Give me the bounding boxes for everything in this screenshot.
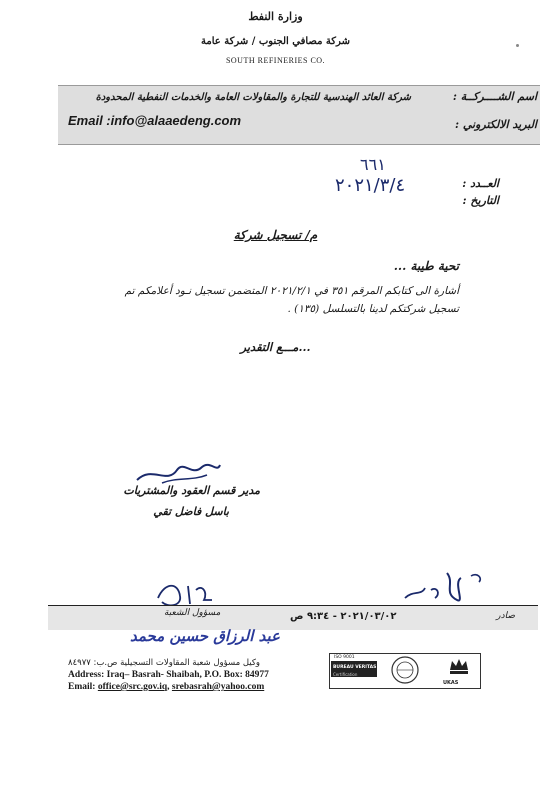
letter-greeting: تحية طيبة ... [393, 259, 459, 273]
footer-email-prefix: Email: [68, 682, 98, 692]
company-label: اسم الشــــركــة : [452, 90, 537, 103]
letter-body-line-2: تسجيل شركتكم لدينا بالتسلسل (١٣٥) . [287, 303, 459, 315]
section-officer-label: مسؤول الشعبة [164, 608, 221, 618]
handwritten-number: ٦٦١ [360, 155, 386, 174]
annotation-right [395, 568, 495, 608]
address-arabic: وكيل مسؤول شعبة المقاولات التسجيلية ص.ب: ٨٤٩٧٧ [68, 658, 260, 668]
outgoing-timestamp: ٢٠٢١/٠٣/٠٢ - ٩:٣٤ ص [290, 611, 397, 622]
footer-email-link-2[interactable]: srebasrah@yahoo.com [171, 682, 265, 692]
ministry-name: وزارة النفط [248, 10, 303, 23]
bureau-veritas-label: BUREAU VERITAS [333, 665, 377, 670]
ukas-label: UKAS [443, 680, 459, 686]
handwritten-date: ٢٠٢١/٣/٤ [335, 175, 406, 196]
speck-mark [516, 44, 519, 47]
bv-sub-label: Certification [333, 672, 358, 677]
letter-closing: ...مـــع التقدير [240, 340, 311, 354]
bv-seal-icon [383, 655, 427, 685]
recipient-email: Email :info@alaaedeng.com [68, 113, 242, 128]
ukas-crown-icon [447, 656, 471, 678]
date-label: التاريخ : [462, 194, 499, 207]
email-label: البريد الالكتروني : [454, 118, 537, 131]
footer-email-line [68, 682, 264, 692]
company-name-ar: شركة مصافي الجنوب / شركة عامة [201, 36, 350, 47]
outgoing-label: صادر [496, 611, 515, 621]
footer-email-separator: , [167, 682, 172, 692]
number-label: العــدد : [462, 177, 499, 190]
recipient-company: شركة العائد الهندسية للتجارة والمقاولات العامة والخدمات النفطية المحدودة [95, 92, 411, 103]
signer-title: مدير قسم العقود والمشتريات [123, 484, 260, 497]
iso-label: ISO 9001 [334, 655, 355, 660]
letter-body-line-1: أشارة الى كتابكم المرقم ٣٥١ في ٢٠٢١/٢/١ المتضمن تسجيل نـود أعلامكم تم [124, 285, 459, 297]
footer-email-link-1[interactable]: office@src.gov.iq [97, 682, 168, 692]
address-english: Address: Iraq– Basrah- Shaibah, P.O. Box: 84977 [68, 670, 269, 680]
company-name-en: SOUTH REFINERIES CO. [225, 56, 326, 65]
signer-name: باسل فاضل تقي [153, 505, 229, 518]
officer-stamp: عبد الرزاق حسين محمد [130, 627, 280, 645]
letter-subject: م/ تسجيل شركة [233, 228, 318, 242]
